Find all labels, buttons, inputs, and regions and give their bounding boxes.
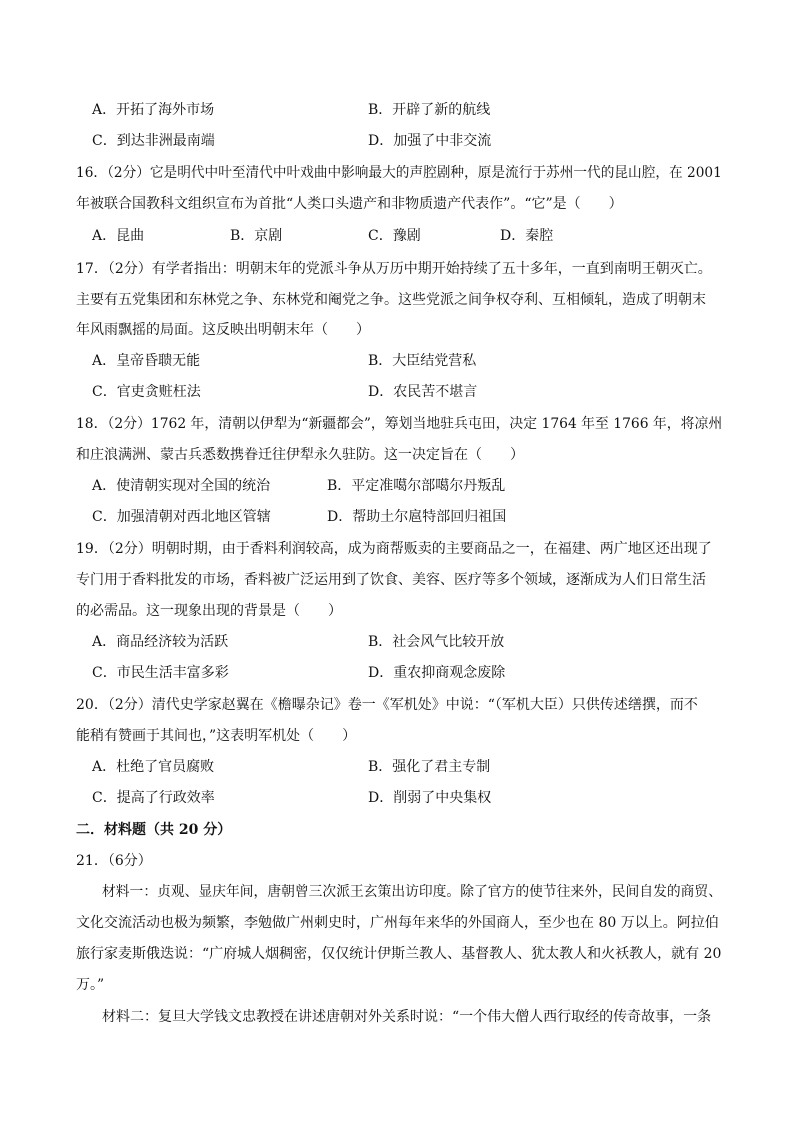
q21-material-1-line-3: 旅行家麦斯俄迭说：“广府城人烟稠密，仅仅统计伊斯兰教人、基督教人、犹太教人和火袄教人，就有 20 bbox=[76, 946, 722, 962]
q16-option-a: A．昆曲 bbox=[92, 228, 145, 244]
q16-stem-line-2: 年被联合国教科文组织宣布为首批“人类口头遗产和非物质遗产代表作”。“它”是（ ） bbox=[76, 196, 623, 212]
q19-option-d: D．重农抑商观念废除 bbox=[368, 665, 506, 681]
q15-option-c: C．到达非洲最南端 bbox=[92, 133, 215, 149]
q18-option-b: B．平定准噶尔部噶尔丹叛乱 bbox=[327, 478, 506, 494]
q17-option-b: B．大臣结党营私 bbox=[368, 353, 477, 369]
q16-option-d: D．秦腔 bbox=[500, 228, 554, 244]
q17-stem-line-1: 17．（2分）有学者指出：明朝末年的党派斗争从万历中期开始持续了五十多年，一直到南明王朝灭亡。 bbox=[76, 261, 712, 277]
q15-option-d: D．加强了中非交流 bbox=[368, 133, 492, 149]
q21-label: 21．（6分） bbox=[76, 853, 152, 869]
q20-option-b: B．强化了君主专制 bbox=[368, 759, 491, 775]
q18-stem-line-1: 18．（2分）1762 年，清朝以伊犁为“新疆都会”，筹划当地驻兵屯田，决定 1764 年至 1766 年，将凉州 bbox=[76, 416, 723, 432]
q17-stem-line-3: 年风雨飘摇的局面。这反映出明朝末年（ ） bbox=[76, 322, 370, 338]
q18-option-d: D．帮助土尔扈特部回归祖国 bbox=[327, 509, 507, 525]
q19-stem-line-1: 19．（2分）明朝时期，由于香料利润较高，成为商帮贩卖的主要商品之一，在福建、两广地区还出现了 bbox=[76, 541, 712, 557]
q18-option-a: A．使清朝实现对全国的统治 bbox=[92, 478, 271, 494]
q17-option-c: C．官吏贪赃枉法 bbox=[92, 384, 201, 400]
q16-option-c: C．豫剧 bbox=[368, 228, 421, 244]
q19-stem-line-2: 专门用于香料批发的市场，香料被广泛运用到了饮食、美容、医疗等多个领域，逐渐成为人们日常生活 bbox=[76, 572, 706, 588]
q21-material-1-line-2: 文化交流活动也极为频繁，李勉做广州刺史时，广州每年来华的外国商人，至少也在 80 万以上。阿拉伯 bbox=[76, 915, 719, 931]
q20-stem-line-1: 20．（2分）清代史学家赵翼在《檐曝杂记》卷一《军机处》中说：“（军机大臣）只供传述缮撰，而不 bbox=[76, 697, 698, 713]
q21-material-2-line-1: 材料二：复旦大学钱文忠教授在讲述唐朝对外关系时说：“一个伟大僧人西行取经的传奇故事，一条 bbox=[102, 1009, 712, 1025]
q20-option-c: C．提高了行政效率 bbox=[92, 790, 215, 806]
q17-option-d: D．农民苦不堪言 bbox=[368, 384, 478, 400]
q17-stem-line-2: 主要有五党集团和东林党之争、东林党和阉党之争。这些党派之间争权夺利、互相倾轧，造成了明朝末 bbox=[76, 292, 706, 308]
q20-option-d: D．削弱了中央集权 bbox=[368, 790, 492, 806]
q19-option-a: A．商品经济较为活跃 bbox=[92, 634, 229, 650]
q18-option-c: C．加强清朝对西北地区管辖 bbox=[92, 509, 271, 525]
q20-stem-line-2: 能稍有赞画于其间也，”这表明军机处（ ） bbox=[76, 728, 357, 744]
q16-option-b: B．京剧 bbox=[230, 228, 283, 244]
q19-option-c: C．市民生活丰富多彩 bbox=[92, 665, 229, 681]
q20-option-a: A．杜绝了官员腐败 bbox=[92, 759, 215, 775]
section-2-title: 二．材料题（共 20 分） bbox=[76, 822, 232, 838]
q19-option-b: B．社会风气比较开放 bbox=[368, 634, 505, 650]
q21-material-1-line-4: 万。” bbox=[76, 977, 105, 993]
q19-stem-line-3: 的必需品。这一现象出现的背景是（ ） bbox=[76, 603, 342, 619]
q16-stem-line-1: 16．（2分）它是明代中叶至清代中叶戏曲中影响最大的声腔剧种，原是流行于苏州一代的昆山腔，在 2001 bbox=[76, 165, 722, 181]
q18-stem-line-2: 和庄浪满洲、蒙古兵悉数携眷迁往伊犁永久驻防。这一决定旨在（ ） bbox=[76, 447, 524, 463]
q15-option-a: A．开拓了海外市场 bbox=[92, 102, 215, 118]
q15-option-b: B．开辟了新的航线 bbox=[368, 102, 491, 118]
q21-material-1-line-1: 材料一：贞观、显庆年间，唐朝曾三次派王玄策出访印度。除了官方的使节往来外，民间自发的商贸、 bbox=[102, 884, 722, 900]
q17-option-a: A．皇帝昏聩无能 bbox=[92, 353, 201, 369]
